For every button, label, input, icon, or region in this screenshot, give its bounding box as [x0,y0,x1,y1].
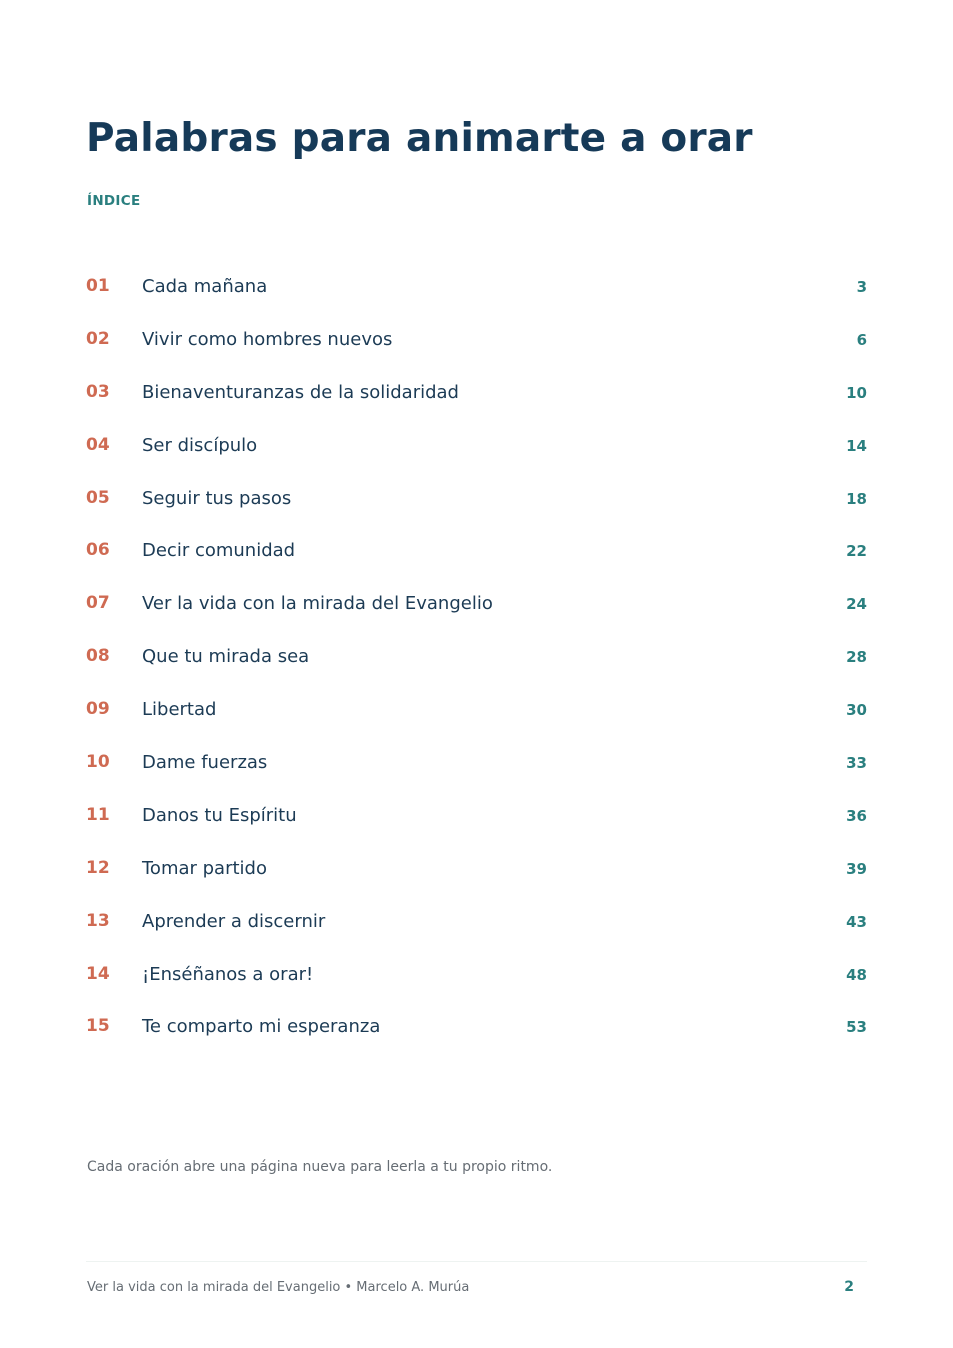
toc-entry-page: 39 [846,859,867,878]
toc-entry[interactable] [86,949,867,1002]
index-heading: ÍNDICE [87,193,141,209]
toc-entry-page: 48 [846,965,867,984]
toc-entry[interactable] [86,525,867,578]
toc-entry-number: 08 [86,646,110,667]
toc-entry-number: 15 [86,1016,110,1037]
toc-entry[interactable] [86,420,867,473]
toc-entry-number: 12 [86,857,110,878]
toc-entry-page: 36 [846,806,867,825]
reading-note: Cada oración abre una página nueva para leerla a tu propio ritmo. [87,1159,553,1175]
toc-entry[interactable] [86,473,867,526]
toc-entry-page: 24 [846,595,867,614]
toc-entry-title[interactable]: ¡Enséñanos a orar! [142,963,314,985]
toc-entry-number: 02 [86,328,110,349]
toc-entry-page: 22 [846,542,867,561]
toc-entry[interactable] [86,367,867,420]
toc-entry-title[interactable]: Dame fuerzas [142,752,268,774]
toc-entry[interactable] [86,314,867,367]
footer-divider [86,1261,867,1262]
toc-entry-number: 14 [86,963,110,984]
toc-entry-title[interactable]: Seguir tus pasos [142,487,292,509]
toc-entry-number: 11 [86,804,110,825]
toc-entry-title[interactable]: Ver la vida con la mirada del Evangelio [142,593,493,615]
toc-entry-page: 10 [846,383,867,402]
toc-entry-page: 28 [846,648,867,667]
toc-entry-title[interactable]: Vivir como hombres nuevos [142,328,393,350]
toc-entry[interactable] [86,684,867,737]
toc-entry[interactable] [86,843,867,896]
toc-entry[interactable] [86,737,867,790]
toc-entry[interactable] [86,578,867,631]
toc-entry-number: 05 [86,487,110,508]
toc-entry-title[interactable]: Bienaventuranzas de la solidaridad [142,381,459,403]
toc-entry-number: 03 [86,381,110,402]
toc-entry-title[interactable]: Te comparto mi esperanza [142,1016,381,1038]
toc-entry-number: 04 [86,434,110,455]
toc-entry[interactable] [86,261,867,314]
footer-page-number: 2 [844,1279,854,1295]
toc-entry-page: 14 [846,436,867,455]
toc-entry-number: 10 [86,752,110,773]
toc-entry-number: 09 [86,699,110,720]
toc-entry-title[interactable]: Tomar partido [142,857,267,879]
toc-entry-number: 01 [86,276,110,296]
toc-entry[interactable] [86,896,867,949]
toc-entry-page: 3 [856,278,867,296]
toc-entry-page: 33 [846,754,867,773]
table-of-contents [86,261,867,1054]
toc-entry[interactable] [86,1001,867,1054]
toc-entry-title[interactable]: Decir comunidad [142,540,296,562]
toc-entry[interactable] [86,631,867,684]
toc-entry-page: 30 [846,701,867,720]
toc-entry-title[interactable]: Aprender a discernir [142,910,326,932]
toc-entry-page: 6 [856,330,867,349]
page-title: Palabras para animarte a orar [86,116,753,161]
toc-entry[interactable] [86,790,867,843]
toc-entry-title[interactable]: Danos tu Espíritu [142,804,297,826]
toc-entry-number: 13 [86,910,110,931]
toc-entry-number: 07 [86,593,110,614]
toc-entry-title[interactable]: Libertad [142,699,217,721]
toc-entry-page: 18 [846,489,867,508]
toc-entry-title[interactable]: Que tu mirada sea [142,646,310,668]
toc-entry-number: 06 [86,540,110,561]
footer-text: Ver la vida con la mirada del Evangelio • Marcelo A. Murúa [87,1280,470,1295]
toc-entry-title[interactable]: Ser discípulo [142,434,258,456]
toc-entry-page: 53 [846,1018,867,1037]
toc-entry-page: 43 [846,912,867,931]
toc-entry-title[interactable]: Cada mañana [142,276,268,297]
